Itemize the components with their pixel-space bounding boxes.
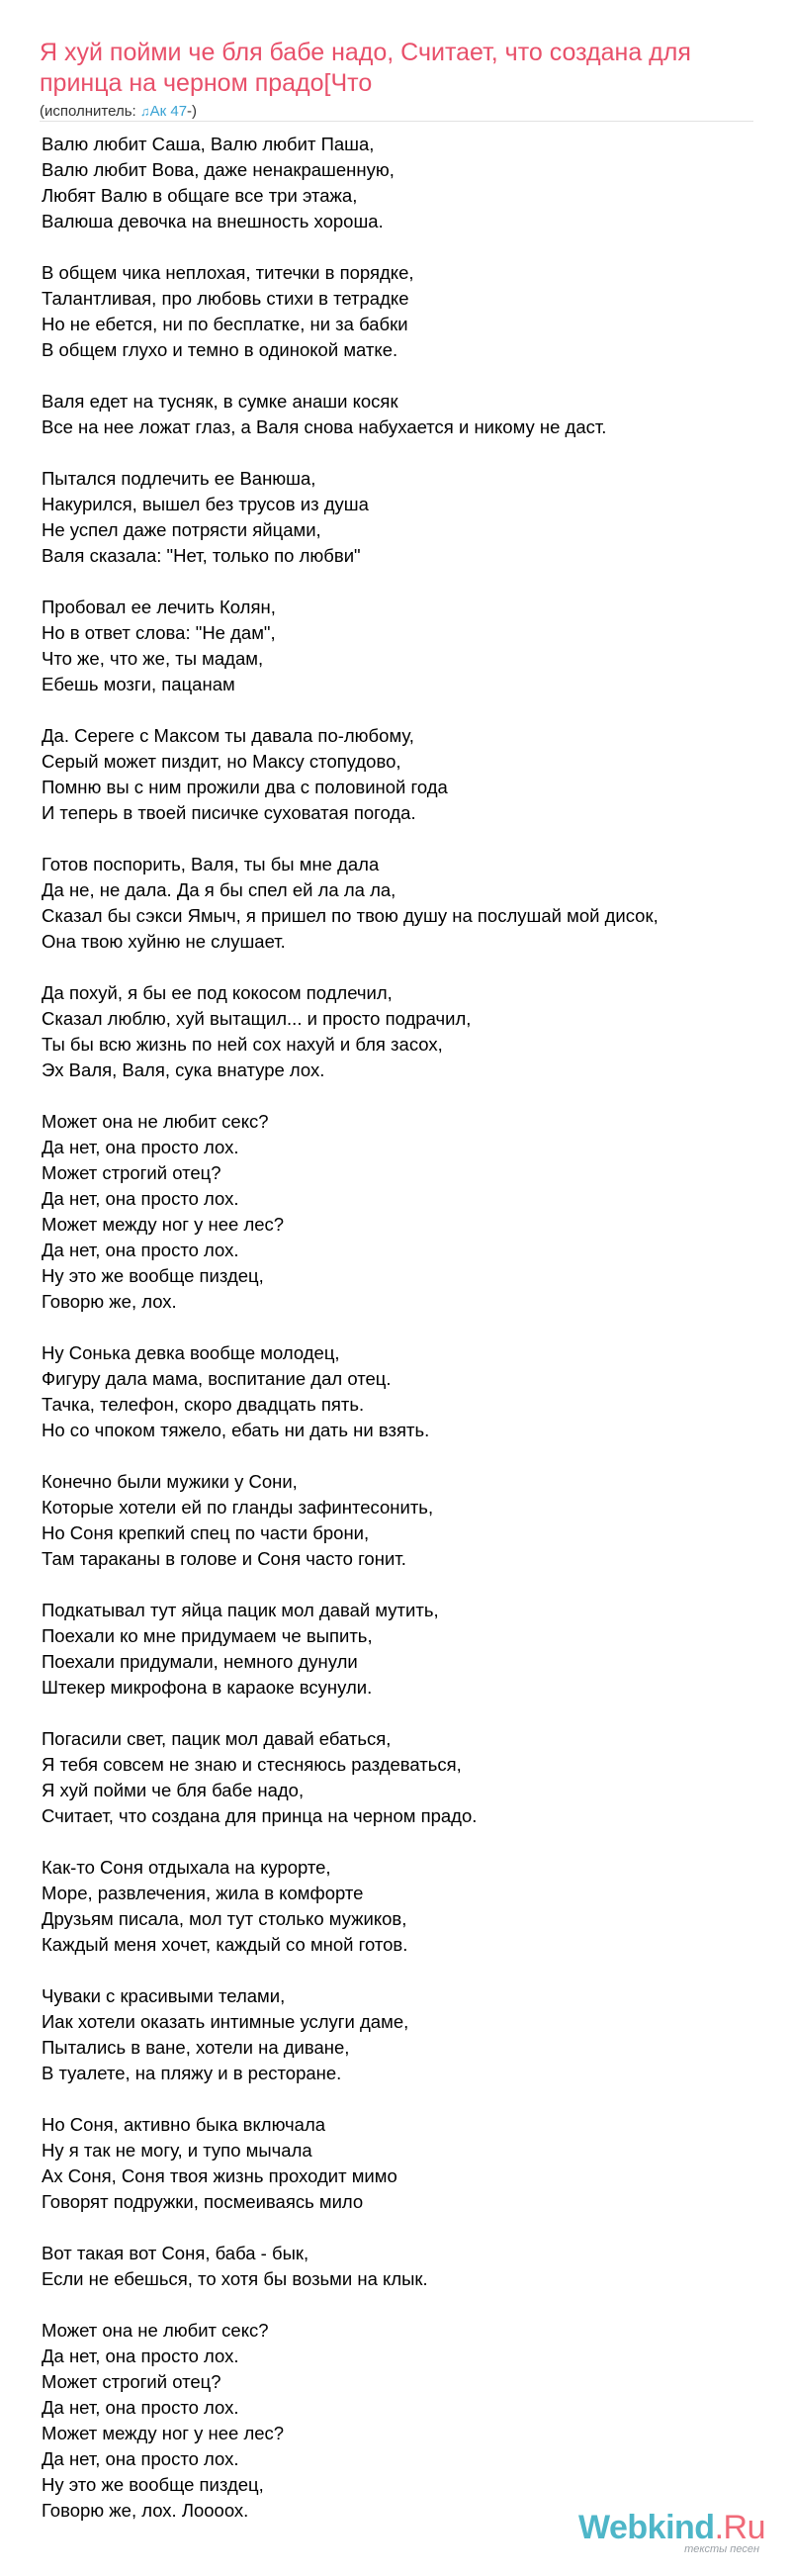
lyrics-line: Да не, не дала. Да я бы спел ей ла ла ла, <box>42 879 396 900</box>
lyrics-stanza <box>42 2112 763 2215</box>
lyrics-line: Валю любит Саша, Валю любит Паша, <box>42 134 375 154</box>
lyrics-line: Накурился, вышел без трусов из душа <box>42 494 369 514</box>
lyrics-stanza <box>42 1598 763 1701</box>
lyrics-line: Чуваки с красивыми телами, <box>42 1985 286 2006</box>
music-note-icon: ♫ <box>139 104 150 119</box>
artist-name: Ак 47 <box>149 103 188 120</box>
artist-suffix: -) <box>187 103 198 120</box>
lyrics-stanza <box>42 1340 763 1443</box>
logo-tld: .Ru <box>714 2509 765 2546</box>
lyrics-line: Сказал бы сэкси Ямыч, я пришел по твою душу на послушай мой дисок, <box>42 905 659 926</box>
lyrics-stanza <box>42 466 763 569</box>
lyrics-line: И теперь в твоей писичке суховатая погода. <box>42 802 416 823</box>
lyrics-line: Но Соня, активно быка включала <box>42 2114 326 2135</box>
lyrics-line: Может она не любит секс? <box>42 2320 269 2341</box>
lyrics-stanza <box>42 980 763 1083</box>
lyrics-line: Любят Валю в общаге все три этажа, <box>42 185 358 206</box>
lyrics-stanza <box>42 852 763 955</box>
lyrics-line: Как-то Соня отдыхала на курорте, <box>42 1857 331 1878</box>
lyrics-line: Каждый меня хочет, каждый со мной готов. <box>42 1934 408 1955</box>
lyrics-line: Она твою хуйню не слушает. <box>42 931 286 952</box>
lyrics-line: Конечно были мужики у Сони, <box>42 1471 298 1492</box>
lyrics-line: Что же, что же, ты мадам, <box>42 648 264 669</box>
lyrics-line: Да нет, она просто лох. <box>42 1240 239 1260</box>
lyrics-stanza <box>42 1469 763 1572</box>
lyrics-line: Может она не любит секс? <box>42 1111 269 1132</box>
lyrics-line: Там тараканы в голове и Соня часто гонит. <box>42 1548 406 1569</box>
lyrics-line: Да. Сереге с Максом ты давала по-любому, <box>42 725 414 746</box>
lyrics-line: Ну Сонька девка вообще молодец, <box>42 1342 340 1363</box>
lyrics-line: Но в ответ слова: "Не дам", <box>42 622 276 643</box>
lyrics-line: Море, развлечения, жила в комфорте <box>42 1883 364 1903</box>
lyrics-line: Может между ног у нее лес? <box>42 2423 285 2443</box>
lyrics-line: Ах Соня, Соня твоя жизнь проходит мимо <box>42 2165 397 2186</box>
lyrics-line: Да нет, она просто лох. <box>42 2448 239 2469</box>
lyrics-line: Помню вы с ним прожили два с половиной года <box>42 777 448 797</box>
lyrics-line: Эх Валя, Валя, сука внатуре лох. <box>42 1059 325 1080</box>
lyrics-line: Ебешь мозги, пацанам <box>42 674 235 694</box>
page-title: Я хуй пойми че бля бабе надо, Считает, что создана для принца на черном прадо[Что <box>40 39 691 97</box>
lyrics-line: Ну я так не могу, и тупо мычала <box>42 2140 312 2161</box>
lyrics-line: Вот такая вот Соня, баба - бык, <box>42 2243 309 2263</box>
logo-tagline: тексты песен <box>684 2543 759 2555</box>
lyrics-line: Говорю же, лох. <box>42 1291 177 1312</box>
lyrics-line: Но со чпоком тяжело, ебать ни дать ни взять. <box>42 1420 430 1440</box>
lyrics-line: Тачка, телефон, скоро двадцать пять. <box>42 1394 365 1415</box>
lyrics-line: Я тебя совсем не знаю и стесняюсь раздеваться, <box>42 1754 462 1775</box>
site-logo[interactable] <box>578 2510 765 2555</box>
lyrics-line: В общем глухо и темно в одинокой матке. <box>42 339 398 360</box>
lyrics-line: Да нет, она просто лох. <box>42 1137 239 1157</box>
lyrics-line: Но Соня крепкий спец по части брони, <box>42 1522 370 1543</box>
lyrics-line: Ну это же вообще пиздец, <box>42 2474 264 2495</box>
lyrics-line: Ну это же вообще пиздец, <box>42 1265 264 1286</box>
lyrics-line: Которые хотели ей по гланды зафинтесонить, <box>42 1497 434 1518</box>
lyrics-stanza <box>42 723 763 826</box>
artist-prefix: (исполнитель: <box>40 103 140 120</box>
header-divider <box>40 121 753 122</box>
lyrics-line: Может строгий отец? <box>42 2371 221 2392</box>
lyrics-line: Валя сказала: "Нет, только по любви" <box>42 545 361 566</box>
lyrics-stanza <box>42 1109 763 1315</box>
lyrics-line: Поехали ко мне придумаем че выпить, <box>42 1625 373 1646</box>
lyrics-line: Иак хотели оказать интимные услуги даме, <box>42 2011 409 2032</box>
lyrics-line: Да нет, она просто лох. <box>42 1188 239 1209</box>
lyrics-line: Но не ебется, ни по бесплатке, ни за бабки <box>42 314 408 334</box>
lyrics-line: В общем чика неплохая, титечки в порядке, <box>42 262 414 283</box>
lyrics-line: Друзьям писала, мол тут столько мужиков, <box>42 1908 407 1929</box>
lyrics-line: Говорят подружки, посмеиваясь мило <box>42 2191 364 2212</box>
lyrics-line: Все на нее ложат глаз, а Валя снова набухается и никому не даст. <box>42 416 607 437</box>
lyrics-line: Может строгий отец? <box>42 1162 221 1183</box>
lyrics-line: Пытался подлечить ее Ванюша, <box>42 468 316 489</box>
logo-brand: Webkind <box>578 2509 715 2546</box>
lyrics-line: Талантливая, про любовь стихи в тетрадке <box>42 288 409 309</box>
lyrics-stanza <box>42 595 763 697</box>
lyrics-line: Валя едет на тусняк, в сумке анаши косяк <box>42 391 398 412</box>
lyrics-body <box>42 132 763 2549</box>
lyrics-line: Штекер микрофона в караоке всунули. <box>42 1677 373 1698</box>
lyrics-line: Валюша девочка на внешность хороша. <box>42 211 384 231</box>
lyrics-line: Говорю же, лох. Лоооох. <box>42 2500 249 2521</box>
lyrics-line: Я хуй пойми че бля бабе надо, <box>42 1780 305 1800</box>
lyrics-stanza <box>42 1726 763 1829</box>
lyrics-line: Не успел даже потрясти яйцами, <box>42 519 321 540</box>
lyrics-stanza <box>42 2318 763 2524</box>
lyrics-line: Погасили свет, пацик мол давай ебаться, <box>42 1728 392 1749</box>
lyrics-line: Да похуй, я бы ее под кокосом подлечил, <box>42 982 393 1003</box>
lyrics-stanza <box>42 389 763 440</box>
lyrics-line: Фигуру дала мама, воспитание дал отец. <box>42 1368 392 1389</box>
lyrics-line: Может между ног у нее лес? <box>42 1214 285 1235</box>
lyrics-line: Считает, что создана для принца на черном прадо. <box>42 1805 478 1826</box>
lyrics-stanza <box>42 2241 763 2292</box>
lyrics-line: Сказал люблю, хуй вытащил... и просто подрачил, <box>42 1008 472 1029</box>
lyrics-line: В туалете, на пляжу и в ресторане. <box>42 2063 342 2083</box>
lyrics-line: Подкатывал тут яйца пацик мол давай мутить, <box>42 1600 439 1620</box>
lyrics-line: Ты бы всю жизнь по ней сох нахуй и бля засох, <box>42 1034 443 1055</box>
lyrics-line: Готов поспорить, Валя, ты бы мне дала <box>42 854 380 874</box>
lyrics-line: Да нет, она просто лох. <box>42 2397 239 2418</box>
lyrics-stanza <box>42 1983 763 2086</box>
lyrics-line: Да нет, она просто лох. <box>42 2346 239 2366</box>
artist-line <box>40 103 197 120</box>
lyrics-line: Пробовал ее лечить Колян, <box>42 597 276 617</box>
lyrics-line: Серый может пиздит, но Максу стопудово, <box>42 751 401 772</box>
lyrics-line: Поехали придумали, немного дунули <box>42 1651 358 1672</box>
lyrics-line: Валю любит Вова, даже ненакрашенную, <box>42 159 395 180</box>
lyrics-stanza <box>42 132 763 234</box>
lyrics-stanza <box>42 1855 763 1958</box>
artist-link[interactable] <box>140 103 187 120</box>
lyrics-stanza <box>42 260 763 363</box>
lyrics-line: Если не ебешься, то хотя бы возьми на клык. <box>42 2268 428 2289</box>
lyrics-line: Пытались в ване, хотели на диване, <box>42 2037 350 2058</box>
